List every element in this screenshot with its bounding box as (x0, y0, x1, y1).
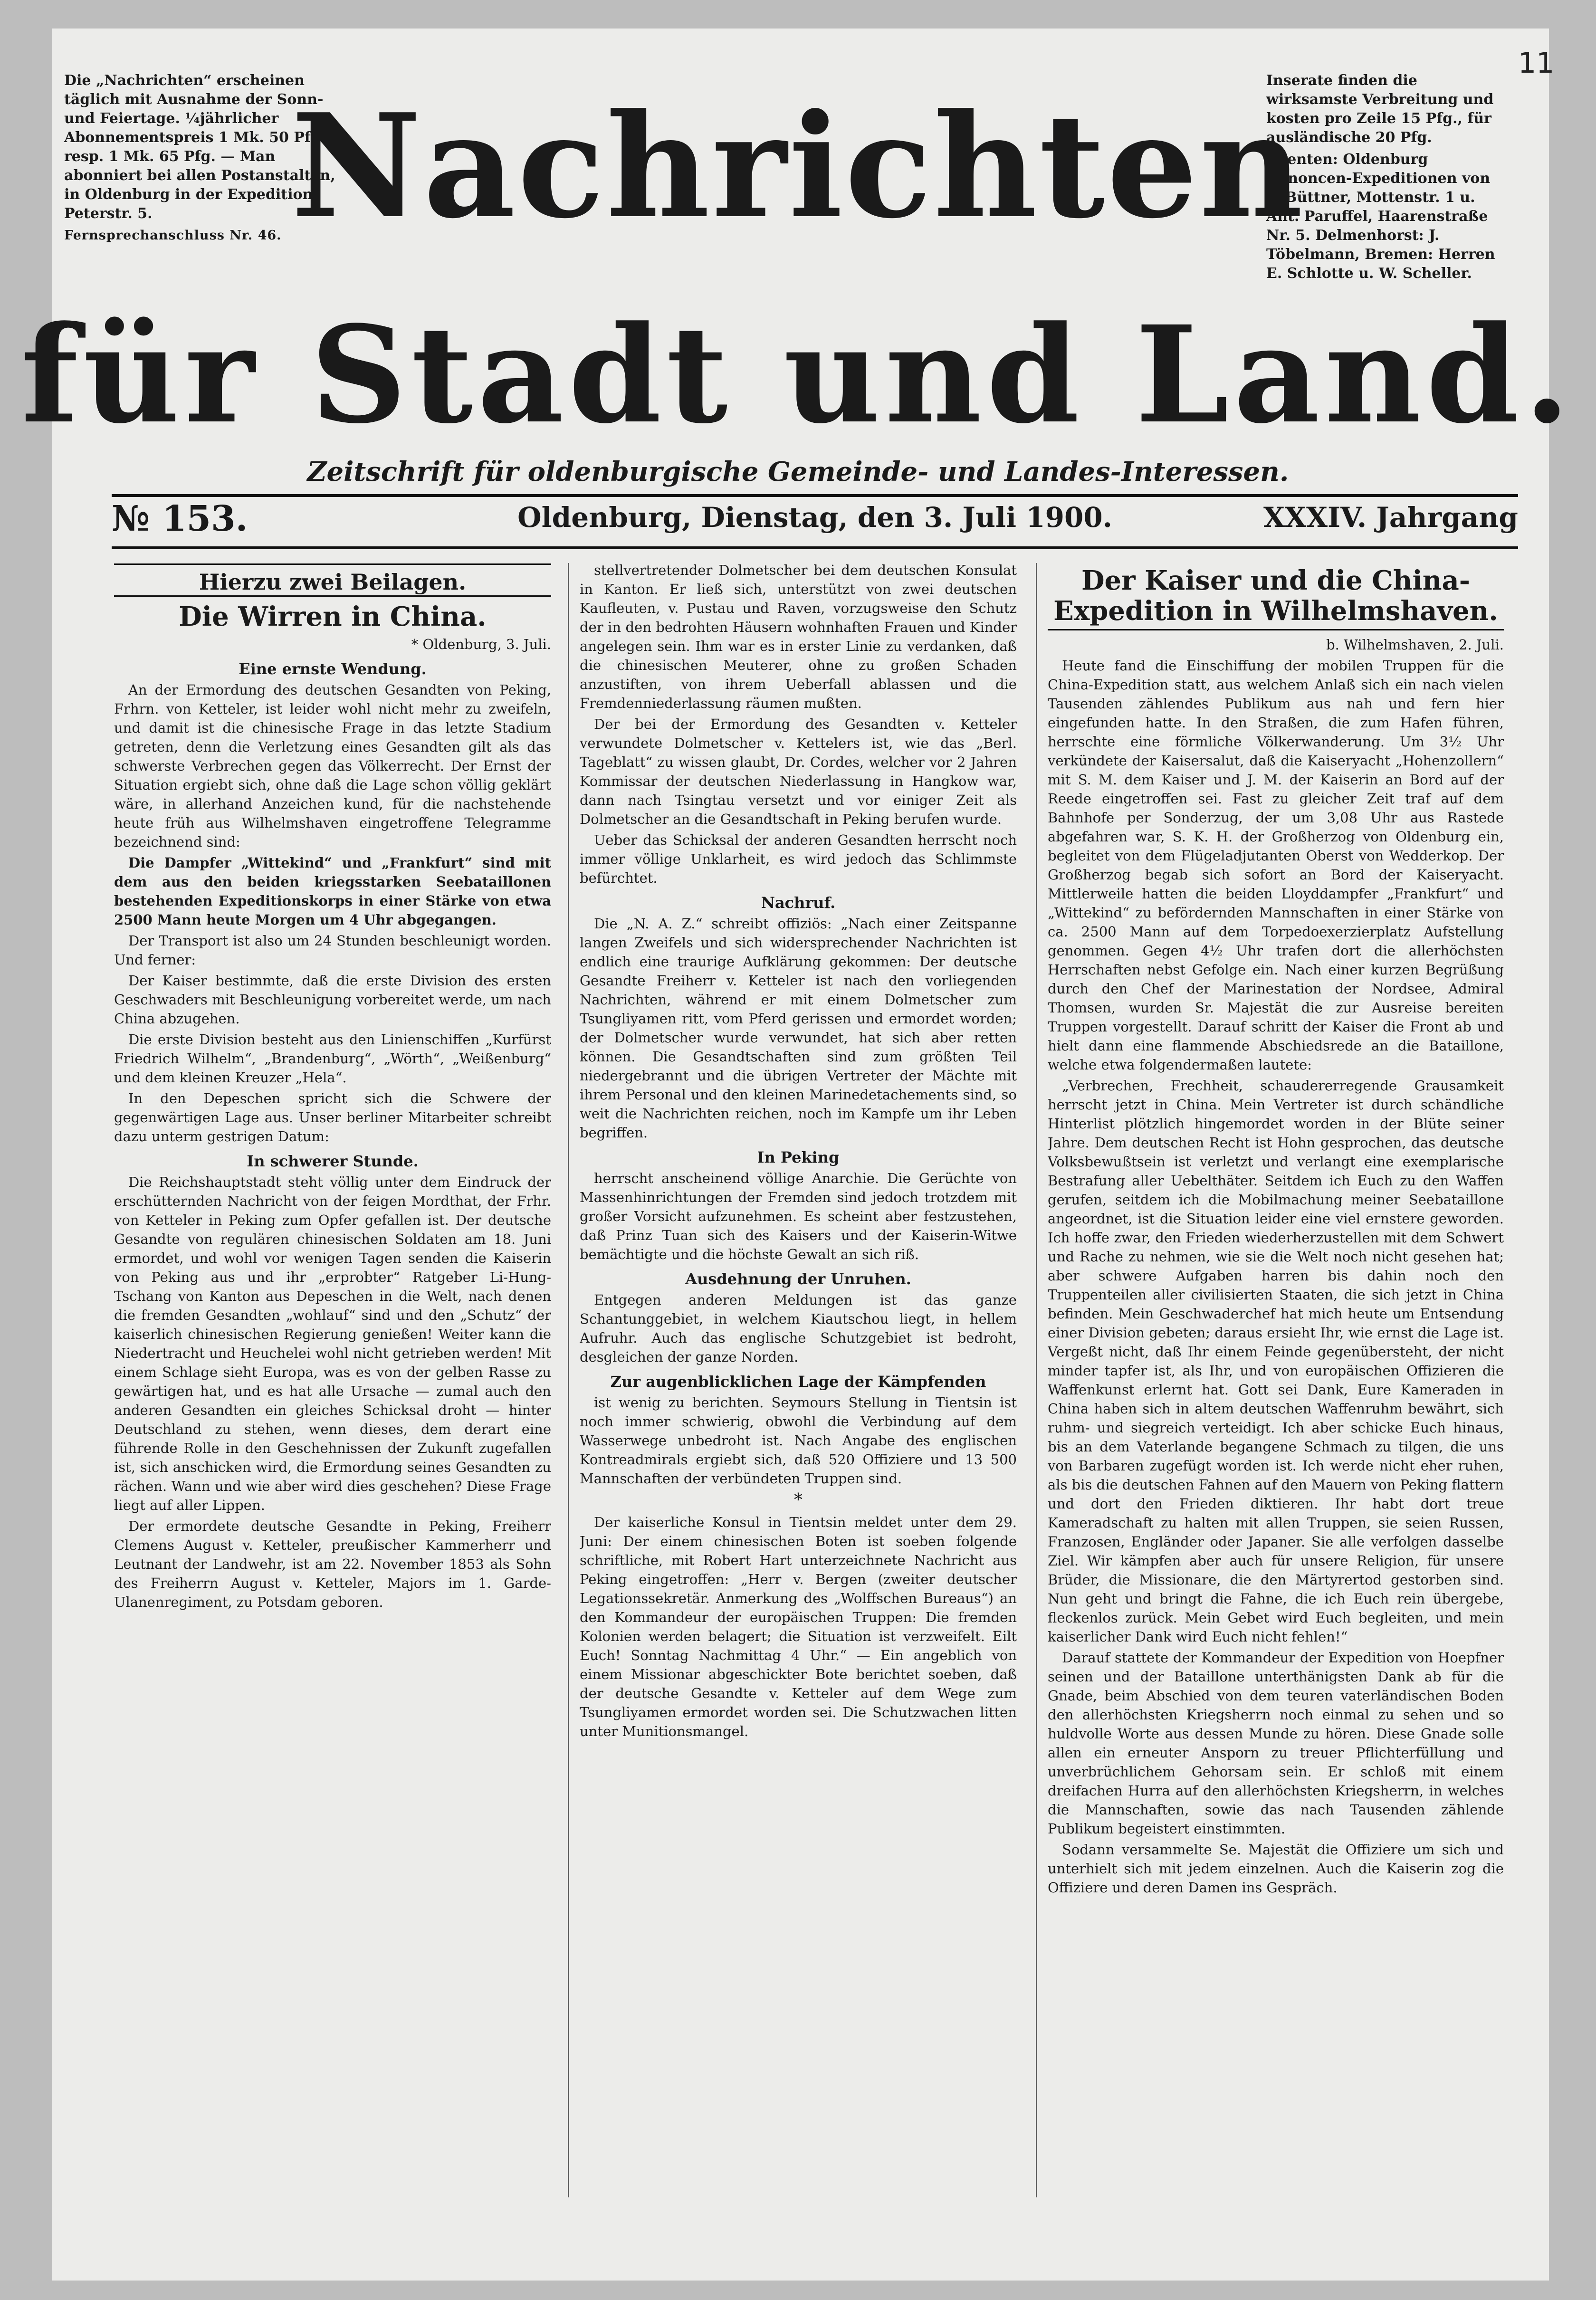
section-heading: Zur augenblicklichen Lage der Kämpfenden (610, 1373, 986, 1391)
paragraph: stellvertretender Dolmetscher bei dem deutschen Konsulat in Kanton. Er ließ sich, unterstützt von zwei deutschen Kaufleuten, v. Pustau und Raven, vorzugsweise den Schutz der in den bedrohten Häusern wohnhaften Frauen und Kinder angelegen sein. Ihm war es in erster Linie zu verdanken, daß die chinesischen Meuterer, ohne zu großen Schaden anzustiften, von ihrem Ueberfall ablassen und die Fremdenniederlassung räumen mußten. (580, 562, 1017, 711)
article-headline: Die Wirren in China. (179, 601, 487, 632)
phone-number: Fernsprechanschluss Nr. 46. (64, 228, 282, 243)
section-heading: In Peking (757, 1148, 840, 1166)
paragraph: Ueber das Schicksal der anderen Gesandten herrscht noch immer völlige Unklarheit, es wird jedoch das Schlimmste befürchtet. (580, 832, 1017, 886)
ads-rates: Inserate finden die wirksamste Verbreitung und kosten pro Zeile 15 Pfg., für ausländische 20 Pfg. (1266, 72, 1494, 146)
paragraph: An der Ermordung des deutschen Gesandten von Peking, Frhrn. von Ketteler, ist leider wohl nicht mehr zu zweifeln, und damit ist die chinesische Frage in das letzte Stadium getreten, denn die Verletzung eines Gesandten gilt als das schwerste Verbrechen gegen das Völkerrecht. Der Ernst der Situation ergiebt sich, ohne daß die Lage schon völlig geklärt wäre, in allerhand Anzeichen kund, für die nachstehende heute früh aus Wilhelmshaven eingetroffene Telegramme bezeichnend sind: (114, 682, 551, 850)
article-headline: Der Kaiser und die China-Expedition in Wilhelmshaven. (1053, 565, 1498, 627)
paragraph: „Verbrechen, Frechheit, schaudererregende Grausamkeit herrscht jetzt in China. Mein Vertreter ist durch schändliche Hinterlist plötzlich hingemordet worden in der Blüte seiner Jahre. Dem deutschen Recht ist Hohn gesprochen, das deutsche Volksbewußtsein ist verletzt und verlangt eine exemplarische Bestrafung aller Uebelthäter. Seitdem ich Euch zu den Waffen gerufen, seitdem ich die Mobilmachung meiner Seebataillone angeordnet, ist die Situation leider eine viel ernstere geworden. Ich hoffe zwar, den Frieden wiederherzustellen mit dem Schwert und Rache zu nehmen, wie sie die Welt noch nicht gesehen hat; aber schwere Aufgaben harren bis dahin noch den Truppenteilen aller civilisierten Staaten, die sich jetzt in China befinden. Mein Geschwaderchef hat mich heute um Entsendung einer Division gebeten; daraus ersieht Ihr, wie ernst die Lage ist. Vergeßt nicht, daß Ihr einem Feinde gegenübersteht, der nicht minder tapfer ist, als Ihr, und von europäischen Offizieren die Waffenkunst erlernt hat. Gott sei Dank, Eure Kameraden in China haben sich in altem deutschen Waffenruhm bewährt, sich ruhm- und siegreich verteidigt. Ich aber schicke Euch hinaus, bis an dem Vaterlande begangene Schmach zu tilgen, die uns von Barbaren zugefügt worden ist. Ich werde nicht eher ruhen, als bis die deutschen Fahnen auf den Mauern von Peking flattern und dort den Frieden diktieren. Ihr habt dort treue Kameradschaft zu halten mit allen Truppen, sie seien Russen, Franzosen, Engländer oder Japaner. Sie alle verfolgen dasselbe Ziel. Wir kämpfen aber auch für unsere Religion, für unsere Brüder, die Missionare, die den Märtyrertod gestorben sind. Nun geht und bringt die Fahne, die ich Euch rein übergebe, fleckenlos zurück. Mein Gebet wird Euch begleiten, und mein kaiserlicher Dank wird Euch nicht fehlen!“ (1048, 1078, 1504, 1645)
column-separator (568, 563, 569, 2197)
paragraph: Die erste Division besteht aus den Linienschiffen „Kurfürst Friedrich Wilhelm“, „Brandenburg“, „Wörth“, „Weißenburg“ und dem kleinen Kreuzer „Hela“. (114, 1031, 551, 1086)
paragraph: Der bei der Ermordung des Gesandten v. Ketteler verwundete Dolmetscher v. Kettelers ist, wie das „Berl. Tageblatt“ zu wissen glaubt, Dr. Cordes, welcher vor 2 Jahren Kommissar der deutschen Niederlassung in Hangkow war, dann nach Tsingtau versetzt und vor einiger Zeit als Dolmetscher an die Gesandtschaft in Peking berufen wurde. (580, 716, 1017, 827)
column-2 (580, 561, 1017, 2219)
paragraph: Der Transport ist also um 24 Stunden beschleunigt worden. Und ferner: (114, 933, 551, 968)
section-heading: In schwerer Stunde. (247, 1152, 419, 1170)
section-star: * (794, 1490, 803, 1510)
agents-list: Agenten: Oldenburg Annoncen-Expeditionen von F. Büttner, Mottenstr. 1 u. Ant. Paruffel, Haarenstraße Nr. 5. Delmenhorst: J. Töbelmann, Bremen: Herren E. Schlotte u. W. Scheller. (1266, 151, 1495, 282)
article-dateline: * Oldenburg, 3. Juli. (411, 636, 551, 652)
masthead-tagline: Zeitschrift für oldenburgische Gemeinde- und Landes-Interessen. (307, 456, 1289, 487)
masthead-title: Nachrichten (291, 82, 1305, 250)
article-dateline: b. Wilhelmshaven, 2. Juli. (1326, 637, 1504, 653)
paragraph: Der kaiserliche Konsul in Tientsin meldet unter dem 29. Juni: Der einem chinesischen Boten ist soeben folgende schriftliche, mit Robert Hart unterzeichnete Nachricht aus Peking eingetroffen: „Herr v. Bergen (zweiter deutscher Legationssekretär. Anmerkung des „Wolffschen Bureaus“) an den Kommandeur der europäischen Truppen: Die fremden Kolonien werden belagert; die Situation ist verzweifelt. Eilt Euch! Sonntag Nachmittag 4 Uhr.“ — Ein angeblich von einem Missionar abgeschickter Bote berichtet soeben, daß der deutsche Gesandte v. Ketteler auf dem Wege zum Tsungliyamen ermordet worden sei. Die Schutzwachen litten unter Munitionsmangel. (580, 1514, 1017, 1739)
section-heading: Ausdehnung der Unruhen. (685, 1270, 911, 1288)
page-number: 11 (1518, 47, 1555, 80)
paragraph: Der ermordete deutsche Gesandte in Peking, Freiherr Clemens August v. Ketteler, preußischer Kammerherr und Leutnant der Landwehr, ist am 22. November 1853 als Sohn des Freiherrn August v. Ketteler, Majors im 1. Garde-Ulanenregiment, zu Potsdam geboren. (114, 1518, 551, 1610)
divider (114, 563, 551, 565)
issue-number: № 153. (112, 498, 248, 539)
subscription-text: Die „Nachrichten“ erscheinen täglich mit Ausnahme der Sonn- und Feiertage. ¼jährlicher Abonnementspreis 1 Mk. 50 Pfg. resp. 1 Mk. 65 Pfg. — Man abonniert bei allen Postanstalten, in Oldenburg in der Expedition Peterstr. 5. (64, 72, 335, 222)
column-separator (1036, 563, 1037, 2197)
section-heading: Nachruf. (761, 894, 836, 912)
section-heading: Eine ernste Wendung. (239, 660, 427, 678)
supplements-note: Hierzu zwei Beilagen. (199, 569, 467, 595)
paragraph: Darauf stattete der Kommandeur der Expedition von Hoepfner seinen und der Bataillone unterthänigsten Dank ab für die Gnade, beim Abschied von dem teuren vaterländischen Boden den allerhöchsten Kriegsherrn noch einmal zu sehen und so huldvolle Worte aus dessen Munde zu hören. Diese Gnade solle allen ein erneuter Ansporn zu treuer Pflichterfüllung und unverbrüchlichem Gehorsam sein. Er schloß mit einem dreifachen Hurra auf den allerhöchsten Kriegsherrn, in welches die Mannschaften, sowie das nach Tausenden zählende Publikum begeistert einstimmten. (1048, 1650, 1504, 1837)
divider (1048, 629, 1504, 630)
top-rule (112, 494, 1518, 497)
bottom-rule (112, 546, 1518, 549)
paragraph: Die „N. A. Z.“ schreibt offiziös: „Nach einer Zeitspanne langen Zweifels und sich widersprechender Nachrichten ist endlich eine traurige Aufklärung gekommen: Der deutsche Gesandte Freiherr v. Ketteler ist nach den vorliegenden Nachrichten, während er mit einem Dolmetscher zum Tsungliyamen ritt, vom Pferd gerissen und ermordet worden; der Dolmetscher wurde verwundet, hat sich aber retten können. Die Gesandtschaften sind zum größten Teil niedergebrannt und die übrigen Vertreter der Mächte mit ihrem Personal und den kleinen Marinedetachements sind, so weit die Nachrichten reichen, noch im Kampfe um ihr Leben begriffen. (580, 916, 1017, 1141)
paragraph: Die Dampfer „Wittekind“ und „Frankfurt“ sind mit dem aus den beiden kriegsstarken Seebataillonen bestehenden Expeditionskorps in einer Stärke von etwa 2500 Mann heute Morgen um 4 Uhr abgegangen. (114, 855, 551, 928)
volume-year: XXXIV. Jahrgang (1263, 501, 1518, 534)
paragraph: Heute fand die Einschiffung der mobilen Truppen für die China-Expedition statt, aus welchem Anlaß sich ein nach vielen Tausenden zählendes Publikum aus nah und fern hier eingefunden hatte. In den Straßen, die zum Hafen führen, herrschte eine förmliche Völkerwanderung. Um 3½ Uhr verkündete der Kaisersalut, daß die Kaiseryacht „Hohenzollern“ mit S. M. dem Kaiser und J. M. der Kaiserin an Bord auf der Reede eingetroffen sei. Fast zu gleicher Zeit traf auf dem Bahnhofe per Sonderzug, der um 3,08 Uhr aus Rastede abgefahren war, S. K. H. der Großherzog von Oldenburg ein, begleitet von dem Flügeladjutanten Oberst von Wedderkop. Der Großherzog begab sich sofort an Bord der Kaiseryacht. Mittlerweile hatten die beiden Lloyddampfer „Frankfurt“ und „Wittekind“ zu befördernden Mannschaften in einer Stärke von ca. 2500 Mann auf dem Torpedoexerzierplatz Aufstellung genommen. Gegen 4½ Uhr trafen dort die allerhöchsten Herrschaften nebst Gefolge ein. Nach einer kurzen Begrüßung durch den Chef der Marinestation der Nordsee, Admiral Thomsen, wurden Sr. Majestät die zur Ausreise bereiten Truppen vorgestellt. Darauf schritt der Kaiser die Front ab und hielt dann eine flammende Abschiedsrede an die Bataillone, welche etwa folgendermaßen lautete: (1048, 658, 1504, 1073)
paragraph: Der Kaiser bestimmte, daß die erste Division des ersten Geschwaders mit Beschleunigung vorbereitet werde, um nach China abzugehen. (114, 973, 551, 1027)
paragraph: ist wenig zu berichten. Seymours Stellung in Tientsin ist noch immer schwierig, obwohl die Verbindung auf dem Wasserwege unbedroht ist. Nach Angabe des englischen Kontreadmirals ergiebt sich, daß 520 Offiziere und 13 500 Mannschaften der verbündeten Truppen sind. (580, 1394, 1017, 1487)
masthead-subtitle-line: für Stadt und Land. (21, 297, 1575, 453)
paragraph: herrscht anscheinend völlige Anarchie. Die Gerüchte von Massenhinrichtungen der Fremden sind jedoch trotzdem mit großer Vorsicht aufzunehmen. Es scheint aber festzustehen, daß Prinz Tuan sich des Kaisers und der Kaiserin-Witwe bemächtigte und die höchste Gewalt an sich riß. (580, 1170, 1017, 1262)
column-1 (114, 561, 551, 2219)
issue-date: Oldenburg, Dienstag, den 3. Juli 1900. (517, 501, 1112, 534)
divider (114, 595, 551, 597)
paragraph: Sodann versammelte Se. Majestät die Offiziere um sich und unterhielt sich mit jedem einzelnen. Auch die Kaiserin zog die Offiziere und deren Damen ins Gespräch. (1048, 1842, 1504, 1896)
paragraph: Entgegen anderen Meldungen ist das ganze Schantunggebiet, in welchem Kiautschou liegt, in hellem Aufruhr. Auch das englische Schutzgebiet ist bedroht, desgleichen der ganze Norden. (580, 1292, 1017, 1365)
paragraph: In den Depeschen spricht sich die Schwere der gegenwärtigen Lage aus. Unser berliner Mitarbeiter schreibt dazu unterm gestrigen Datum: (114, 1090, 551, 1145)
column-3 (1048, 561, 1504, 2219)
paragraph: Die Reichshauptstadt steht völlig unter dem Eindruck der erschütternden Nachricht von der feigen Mordthat, der Frhr. von Ketteler in Peking zum Opfer gefallen ist. Der deutsche Gesandte von regulären chinesischen Soldaten am 18. Juni ermordet, und wohl vor wenigen Tagen senden die Kaiserin von Peking aus und ihr „erprobter“ Ratgeber Li-Hung-Tschang von Kanton aus Depeschen in die Welt, nach denen die fremden Gesandten „wohlauf“ sind und den „Schutz“ der kaiserlich chinesischen Regierung genießen! Weiter kann die Niedertracht und Heuchelei wohl nicht getrieben werden! Mit einem Schlage sieht Europa, was es von der gelben Rasse zu gewärtigen hat, und es hat alle Ursache — zumal auch den anderen Gesandten ein gleiches Schicksal droht — hinter Deutschland zu stehen, wenn dieses, dem derart eine führende Rolle in den Geschehnissen der Zukunft zugefallen ist, sich anschicken wird, die Ermordung seines Gesandten zu rächen. Wann und wie aber wird dies geschehen? Diese Frage liegt auf aller Lippen. (114, 1174, 551, 1513)
